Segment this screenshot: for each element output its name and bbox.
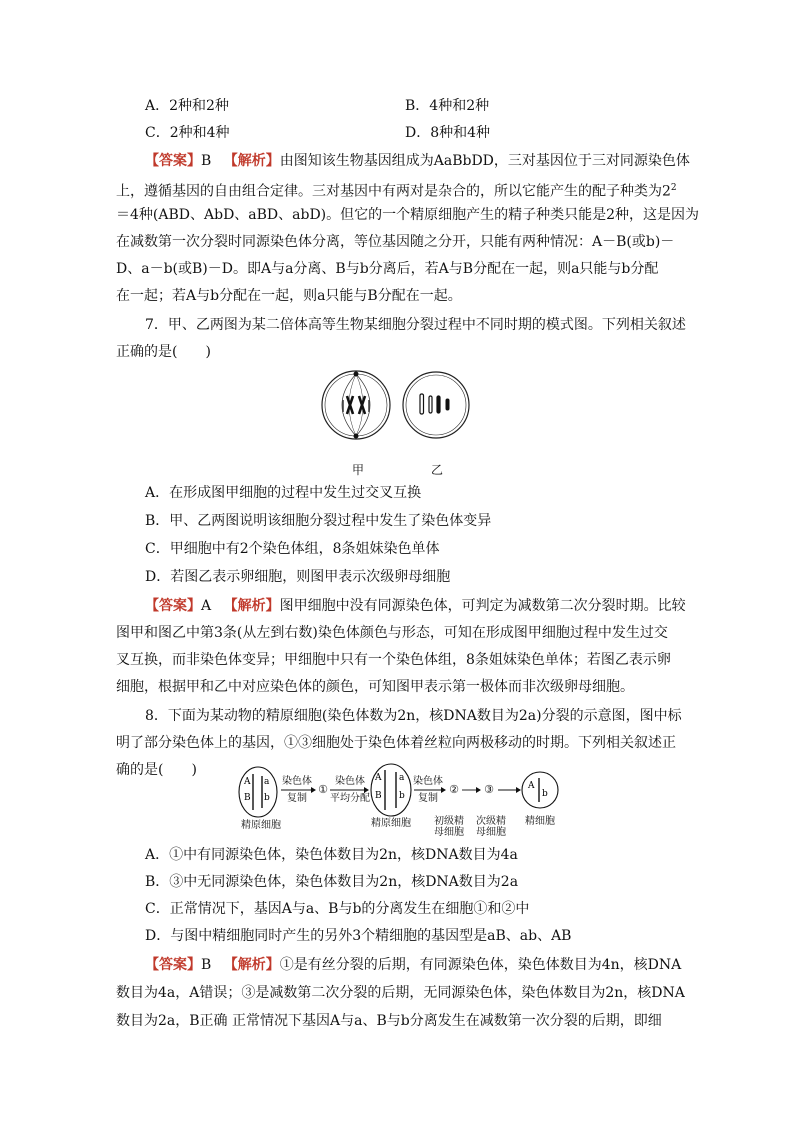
cell-label: 母细胞	[476, 827, 506, 838]
gene-label: a	[264, 777, 270, 787]
cell-label: 精细胞	[525, 816, 555, 827]
q8-option-c: C．正常情况下，基因A与a、B与b的分离发生在细胞①和②中	[145, 901, 530, 917]
analysis-text: 数目为2a，B正确 正常情况下基因A与a、B与b分离发生在减数第一次分裂的后期，即细	[116, 1013, 662, 1029]
arrow-label: 平均分配	[330, 793, 370, 804]
arrow-label: 染色体	[335, 776, 365, 787]
answer-tag: 【答案】	[145, 598, 201, 614]
q7-option-b: B．甲、乙两图说明该细胞分裂过程中发生了染色体变异	[145, 513, 492, 529]
gene-label: A	[528, 781, 535, 791]
q7-option-d: D．若图乙表示卵细胞，则图甲表示次级卵母细胞	[145, 569, 451, 585]
figure-label-yi: 乙	[431, 463, 444, 477]
q6-option-c: C．2种和4种	[145, 125, 230, 141]
gene-label: a	[399, 773, 405, 783]
q7-answer-line	[145, 593, 686, 619]
analysis-tag: 【解析】	[223, 598, 280, 614]
cell-label: 次级精	[476, 816, 506, 827]
gene-label: b	[264, 793, 270, 803]
analysis-text: 在减数第一次分裂时同源染色体分离，等位基因随之分开，只能有两种情况：A－B(或b)－	[116, 234, 675, 250]
gene-label: B	[375, 791, 382, 801]
q8-stem: 确的是( )	[116, 762, 197, 778]
answer-value: A	[201, 598, 212, 614]
arrow-label: 复制	[418, 793, 438, 804]
stage-number: ①	[318, 783, 328, 796]
cell-label: 母细胞	[434, 827, 464, 838]
q8-stem: 明了部分染色体上的基因，①③细胞处于染色体着丝粒向两极移动的时期。下列相关叙述正	[116, 735, 676, 751]
stage-number: ③	[484, 783, 494, 796]
answer-tag: 【答案】	[145, 957, 201, 973]
analysis-text: 数目为4a，A错误；③是减数第二次分裂的后期，无同源染色体，染色体数目为2n，核DNA	[116, 985, 685, 1001]
analysis-text: 在一起；若A与b分配在一起，则a只能与B分配在一起。	[116, 288, 462, 304]
gene-label: B	[244, 793, 251, 803]
answer-value: B	[201, 153, 212, 169]
q8-answer-line	[145, 952, 681, 978]
analysis-text: 由图知该生物基因组成为AaBbDD，三对基因位于三对同源染色体	[279, 153, 690, 169]
arrow-label: 染色体	[413, 776, 443, 787]
analysis-text: 上，遵循基因的自由组合定律。三对基因中有两对是杂合的，所以它能产生的配子种类为$2^2$	[116, 183, 677, 200]
analysis-text: 叉互换，而非染色体变异；甲细胞中只有一个染色体组，8条姐妹染色单体；若图乙表示卵	[116, 652, 671, 668]
cell-label: 精原细胞	[241, 820, 281, 831]
arrow-label: 复制	[287, 793, 307, 804]
q6-option-d: D．8种和4种	[405, 125, 491, 141]
analysis-text: ＝4种(ABD、AbD、aBD、abD)。但它的一个精原细胞产生的精子种类只能是2种，这是因为	[116, 207, 700, 223]
q8-stem: 8．下面为某动物的精原细胞(染色体数为2n，核DNA数目为2a)分裂的示意图，图中标	[145, 708, 682, 724]
analysis-text: 图甲细胞中没有同源染色体，可判定为减数第二次分裂时期。比较	[279, 598, 686, 614]
q8-option-a: A．①中有同源染色体，染色体数目为2n，核DNA数目为4a	[145, 847, 518, 863]
gene-label: A	[375, 773, 382, 783]
gene-label: A	[244, 777, 251, 787]
analysis-tag: 【解析】	[223, 153, 280, 169]
q8-figure	[236, 760, 566, 840]
q6-answer-line	[145, 148, 690, 174]
q6-option-a: A．2种和2种	[145, 98, 229, 114]
cell-yi	[403, 372, 469, 438]
gene-label: b	[399, 791, 405, 801]
q7-stem: 7．甲、乙两图为某二倍体高等生物某细胞分裂过程中不同时期的模式图。下列相关叙述	[145, 317, 686, 333]
q7-stem: 正确的是( )	[116, 344, 211, 360]
answer-tag: 【答案】	[145, 153, 201, 169]
analysis-text: 细胞，根据甲和乙中对应染色体的颜色，可知图甲表示第一极体而非次级卵母细胞。	[116, 679, 634, 695]
q7-figure	[318, 362, 478, 462]
cell-label: 初级精	[434, 816, 464, 827]
q6-option-b: B．4种和2种	[405, 98, 490, 114]
analysis-text: D、a－b(或B)－D。即A与a分离、B与b分离后，若A与B分配在一起，则a只能与b分配	[116, 261, 659, 277]
q8-option-b: B．③中无同源染色体，染色体数目为2n，核DNA数目为2a	[145, 874, 519, 890]
analysis-text: ①是有丝分裂的后期，有同源染色体，染色体数目为4n，核DNA	[279, 957, 682, 973]
q7-option-a: A．在形成图甲细胞的过程中发生过交叉互换	[145, 485, 422, 501]
stage-number: ②	[449, 783, 459, 796]
q7-option-c: C．甲细胞中有2个染色体组，8条姐妹染色单体	[145, 541, 440, 557]
cell-division-diagram	[318, 362, 478, 462]
q8-option-d: D．与图中精细胞同时产生的另外3个精细胞的基因型是aB、ab、AB	[145, 928, 572, 944]
gene-label: b	[542, 789, 548, 799]
arrow-label: 染色体	[282, 776, 312, 787]
analysis-text: 图甲和图乙中第3条(从左到右数)染色体颜色与形态，可知在形成图甲细胞过程中发生过交	[116, 625, 668, 641]
figure-label-jia: 甲	[352, 463, 365, 477]
analysis-tag: 【解析】	[223, 957, 280, 973]
cell-jia	[322, 371, 390, 439]
cell-label: 精原细胞	[371, 818, 411, 829]
answer-value: B	[201, 957, 212, 973]
